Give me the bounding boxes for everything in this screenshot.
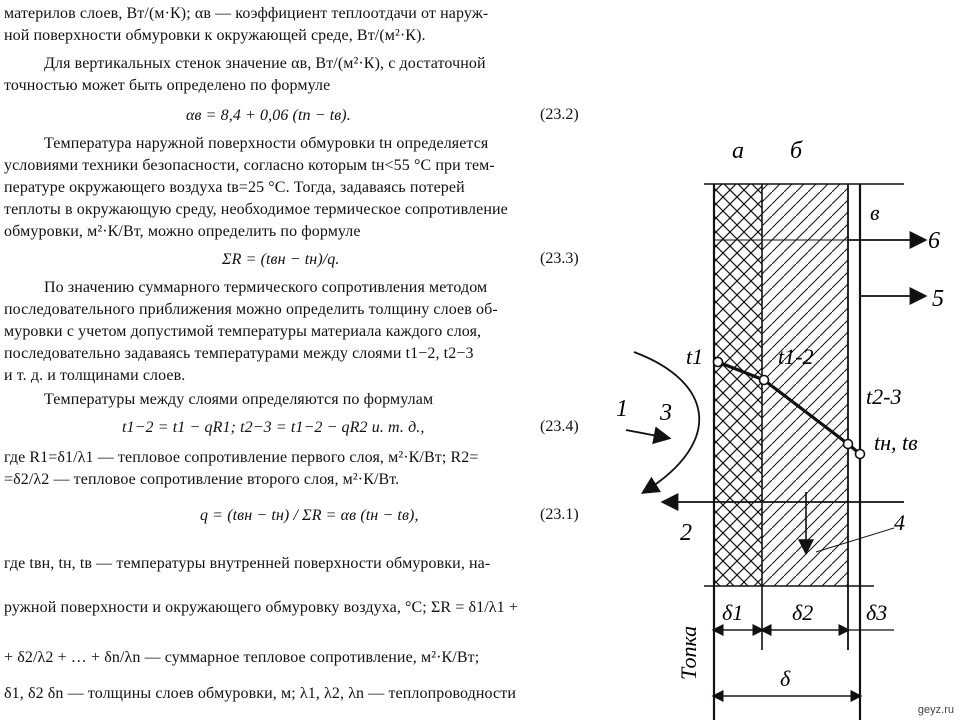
label-a: а bbox=[732, 138, 744, 164]
text-line: материлов слоев, Вт/(м·К); αв — коэффициент теплоотдачи от наруж- bbox=[4, 5, 489, 22]
equation-number: (23.1) bbox=[540, 506, 579, 523]
formula-23-3: ΣR = (tвн − tн)/q. bbox=[222, 251, 340, 268]
diagram-svg bbox=[604, 120, 960, 720]
label-2: 2 bbox=[680, 520, 692, 546]
text-line: муровки с учетом допустимой температуры материала каждого слоя, bbox=[4, 323, 482, 340]
text-line: + δ2/λ2 + … + δn/λn — суммарное тепловое сопротивление, м²·К/Вт; bbox=[4, 649, 480, 666]
text-line: последовательно задаваясь температурами между слоями t1−2, t2−3 bbox=[4, 345, 474, 362]
text-line: ружной поверхности и окружающего обмуровку воздуха, °С; ΣR = δ1/λ1 + bbox=[4, 599, 518, 616]
label-delta2: δ2 bbox=[792, 600, 814, 625]
temperature-point-t1 bbox=[714, 358, 723, 367]
label-3: 3 bbox=[660, 400, 672, 426]
equation-number: (23.2) bbox=[540, 106, 579, 123]
label-5: 5 bbox=[932, 286, 944, 312]
temperature-point-t1-2 bbox=[760, 376, 769, 385]
text-line: точностью может быть определено по формуле bbox=[4, 77, 331, 94]
text-line: δ1, δ2 δn — толщины слоев обмуровки, м; λ1, λ2, λn — теплопроводности bbox=[4, 685, 516, 702]
label-6: 6 bbox=[928, 228, 940, 254]
text-line: условиями техники безопасности, согласно которым tн<55 °С при тем- bbox=[4, 157, 495, 174]
temperature-point-tn bbox=[856, 450, 865, 459]
text-line: обмуровки, м²·К/Вт, можно определить по формуле bbox=[4, 223, 361, 240]
label-delta3: δ3 bbox=[866, 600, 888, 625]
formula-23-4: t1−2 = t1 − qR1; t2−3 = t1−2 − qR2 и. т. д., bbox=[122, 419, 425, 436]
text-line: и т. д. и толщинами слоев. bbox=[4, 367, 186, 384]
text-line: теплоты в окружающую среду, необходимое термическое сопротивление bbox=[4, 201, 508, 218]
formula-23-2: αв = 8,4 + 0,06 (tп − tв). bbox=[186, 107, 351, 124]
text-line: пературе окружающего воздуха tв=25 °С. Тогда, задаваясь потерей bbox=[4, 179, 465, 196]
equation-number: (23.4) bbox=[540, 418, 579, 435]
label-1: 1 bbox=[616, 396, 628, 422]
label-delta: δ bbox=[780, 666, 791, 691]
text-line: Температура наружной поверхности обмуровки tн определяется bbox=[44, 135, 489, 152]
label-b: б bbox=[790, 138, 803, 164]
wall-layers-diagram bbox=[604, 120, 960, 720]
text-line: Температуры между слоями определяются по формулам bbox=[44, 391, 434, 408]
heat-arrow-1 bbox=[626, 430, 668, 438]
layer-v-casing bbox=[848, 184, 860, 586]
label-v: в bbox=[870, 200, 880, 225]
label-t1: t1 bbox=[686, 344, 704, 369]
temperature-point-t2-3 bbox=[844, 440, 853, 449]
label-t1-2: t1-2 bbox=[778, 344, 814, 369]
formula-23-1: q = (tвн − tн) / ΣR = αв (tн − tв), bbox=[200, 507, 419, 524]
text-line: По значению суммарного термического сопротивления методом bbox=[44, 279, 488, 296]
text-line: последовательного приближения можно определить толщину слоев об- bbox=[4, 301, 498, 318]
label-furnace: Топка bbox=[676, 625, 701, 680]
equation-number: (23.3) bbox=[540, 250, 579, 267]
text-line: =δ2/λ2 — тепловое сопротивление второго слоя, м²·К/Вт. bbox=[4, 471, 400, 488]
text-line: где R1=δ1/λ1 — тепловое сопротивление первого слоя, м²·К/Вт; R2= bbox=[4, 449, 479, 466]
label-4: 4 bbox=[894, 510, 905, 535]
watermark: geyz.ru bbox=[917, 704, 954, 716]
text-line: ной поверхности обмуровки к окружающей среде, Вт/(м²·К). bbox=[4, 27, 426, 44]
label-delta1: δ1 bbox=[722, 600, 744, 625]
layer-a-insulation bbox=[714, 184, 762, 586]
text-line: где tвн, tн, tв — температуры внутренней поверхности обмуровки, на- bbox=[4, 555, 491, 572]
label-t2-3: t2-3 bbox=[866, 384, 902, 409]
label-tn-tv: tн, tв bbox=[874, 430, 918, 455]
text-line: Для вертикальных стенок значение αв, Вт/(м²·К), с достаточной bbox=[44, 55, 486, 72]
layer-b-insulation bbox=[762, 184, 848, 586]
